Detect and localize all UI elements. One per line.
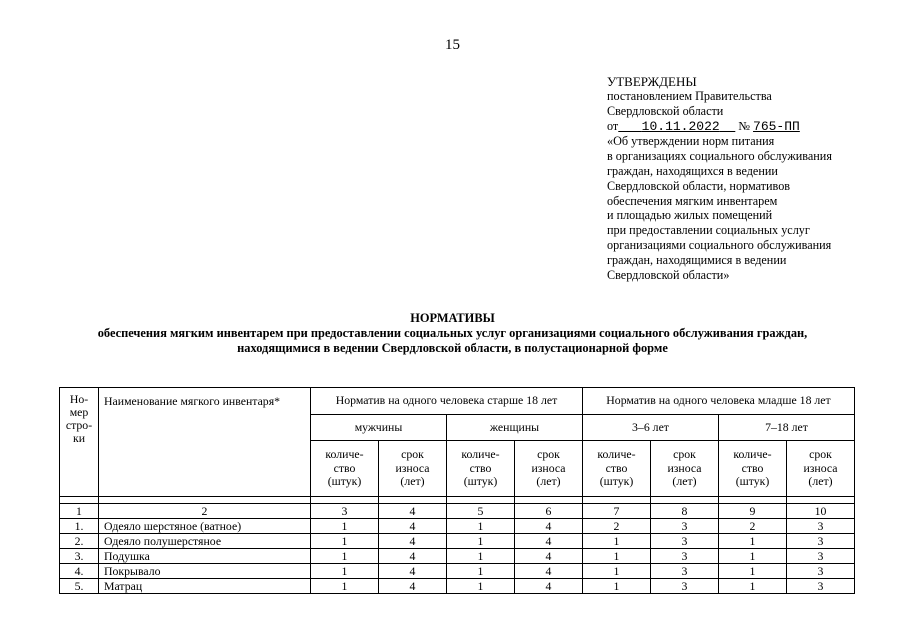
header-child: Норматив на одного человека младше 18 лет — [583, 388, 855, 415]
row-number: 1. — [60, 519, 99, 534]
cell-value: 1 — [719, 579, 787, 594]
cell-value: 1 — [583, 534, 651, 549]
header-wear: срок износа (лет) — [515, 441, 583, 497]
cell-value: 2 — [719, 519, 787, 534]
column-number: 7 — [583, 504, 651, 519]
cell-value: 3 — [651, 519, 719, 534]
subject-line: граждан, находящихся в ведении — [607, 163, 778, 178]
table-row — [60, 519, 855, 534]
row-number: 4. — [60, 564, 99, 579]
cell-value: 4 — [379, 534, 447, 549]
subject-line: организациями социального обслуживания — [607, 237, 832, 252]
table-row — [60, 549, 855, 564]
subject-line: в организациях социального обслуживания — [607, 149, 832, 164]
subject-line: и площадью жилых помещений — [607, 208, 773, 223]
item-name: Одеяло шерстяное (ватное) — [99, 519, 311, 534]
title-line: обеспечения мягким инвентарем при предоставлении социальных услуг организациями социального обслуживания граждан, — [97, 326, 808, 340]
cell-value: 3 — [787, 549, 855, 564]
header-row-number: Но- мер стро- ки — [60, 388, 99, 497]
column-number: 9 — [719, 504, 787, 519]
subject-line: Свердловской области» — [607, 267, 730, 282]
subject-line: Свердловской области, нормативов — [607, 178, 791, 193]
header-qty: количе- ство (штук) — [583, 441, 651, 497]
approval-line: постановлением Правительства — [607, 89, 772, 103]
cell-value: 1 — [719, 549, 787, 564]
approval-subject — [607, 134, 897, 282]
cell-value: 4 — [379, 519, 447, 534]
cell-value: 1 — [447, 519, 515, 534]
cell-value: 3 — [787, 534, 855, 549]
column-number: 1 — [60, 504, 99, 519]
item-name: Подушка — [99, 549, 311, 564]
cell-value: 3 — [651, 564, 719, 579]
column-number: 5 — [447, 504, 515, 519]
column-number: 3 — [311, 504, 379, 519]
table-row — [60, 534, 855, 549]
cell-value: 3 — [787, 519, 855, 534]
cell-value: 3 — [651, 549, 719, 564]
cell-value: 4 — [379, 549, 447, 564]
column-number: 10 — [787, 504, 855, 519]
row-number: 2. — [60, 534, 99, 549]
cell-value: 1 — [311, 519, 379, 534]
cell-value: 3 — [651, 534, 719, 549]
subject-line: обеспечения мягким инвентарем — [607, 193, 778, 208]
header-qty: количе- ство (штук) — [447, 441, 515, 497]
header-age-3-6: 3–6 лет — [583, 415, 719, 441]
date-prefix: от — [607, 118, 619, 133]
cell-value: 4 — [515, 519, 583, 534]
cell-value: 1 — [719, 534, 787, 549]
cell-value: 4 — [379, 579, 447, 594]
header-adult: Норматив на одного человека старше 18 лет — [311, 388, 583, 415]
cell-value: 4 — [515, 579, 583, 594]
row-number: 5. — [60, 579, 99, 594]
header-wear: срок износа (лет) — [651, 441, 719, 497]
approval-number: 765-ПП — [753, 118, 800, 134]
cell-value: 1 — [311, 549, 379, 564]
column-number: 4 — [379, 504, 447, 519]
cell-value: 4 — [379, 564, 447, 579]
page-number: 15 — [445, 37, 460, 53]
cell-value: 1 — [447, 534, 515, 549]
cell-value: 1 — [447, 549, 515, 564]
approval-date: 10.11.2022 — [641, 118, 720, 134]
cell-value: 2 — [583, 519, 651, 534]
header-item-name: Наименование мягкого инвентаря* — [99, 388, 311, 497]
norms-table — [59, 387, 855, 594]
cell-value: 3 — [787, 564, 855, 579]
cell-value: 1 — [583, 579, 651, 594]
cell-value: 3 — [651, 579, 719, 594]
cell-value: 1 — [311, 564, 379, 579]
header-men: мужчины — [311, 415, 447, 441]
cell-value: 1 — [447, 579, 515, 594]
header-wear: срок износа (лет) — [787, 441, 855, 497]
header-wear: срок износа (лет) — [379, 441, 447, 497]
column-number: 6 — [515, 504, 583, 519]
cell-value: 4 — [515, 534, 583, 549]
approval-block — [607, 74, 897, 282]
document-title — [0, 311, 905, 356]
subject-line: «Об утверждении норм питания — [607, 134, 775, 149]
approval-line: Свердловской области — [607, 103, 724, 118]
cell-value: 1 — [583, 549, 651, 564]
item-name: Одеяло полушерстяное — [99, 534, 311, 549]
cell-value: 3 — [787, 579, 855, 594]
item-name: Покрывало — [99, 564, 311, 579]
number-prefix: № — [738, 118, 750, 133]
cell-value: 1 — [447, 564, 515, 579]
header-qty: количе- ство (штук) — [719, 441, 787, 497]
header-women: женщины — [447, 415, 583, 441]
cell-value: 1 — [311, 534, 379, 549]
table-row — [60, 579, 855, 594]
cell-value: 4 — [515, 564, 583, 579]
cell-value: 1 — [583, 564, 651, 579]
header-qty: количе- ство (штук) — [311, 441, 379, 497]
column-number: 8 — [651, 504, 719, 519]
approval-heading: УТВЕРЖДЕНЫ — [607, 74, 697, 89]
item-name: Матрац — [99, 579, 311, 594]
column-number-row — [60, 504, 855, 519]
header-gap — [60, 497, 855, 504]
subject-line: при предоставлении социальных услуг — [607, 223, 810, 238]
title-main: НОРМАТИВЫ — [410, 311, 495, 325]
subject-line: граждан, находящимися в ведении — [607, 252, 787, 267]
table-row — [60, 564, 855, 579]
row-number: 3. — [60, 549, 99, 564]
cell-value: 4 — [515, 549, 583, 564]
cell-value: 1 — [311, 579, 379, 594]
cell-value: 1 — [719, 564, 787, 579]
approval-date-row — [607, 119, 897, 135]
column-number: 2 — [99, 504, 311, 519]
title-line: находящимися в ведении Свердловской области, в полустационарной форме — [237, 341, 668, 355]
header-age-7-18: 7–18 лет — [719, 415, 855, 441]
